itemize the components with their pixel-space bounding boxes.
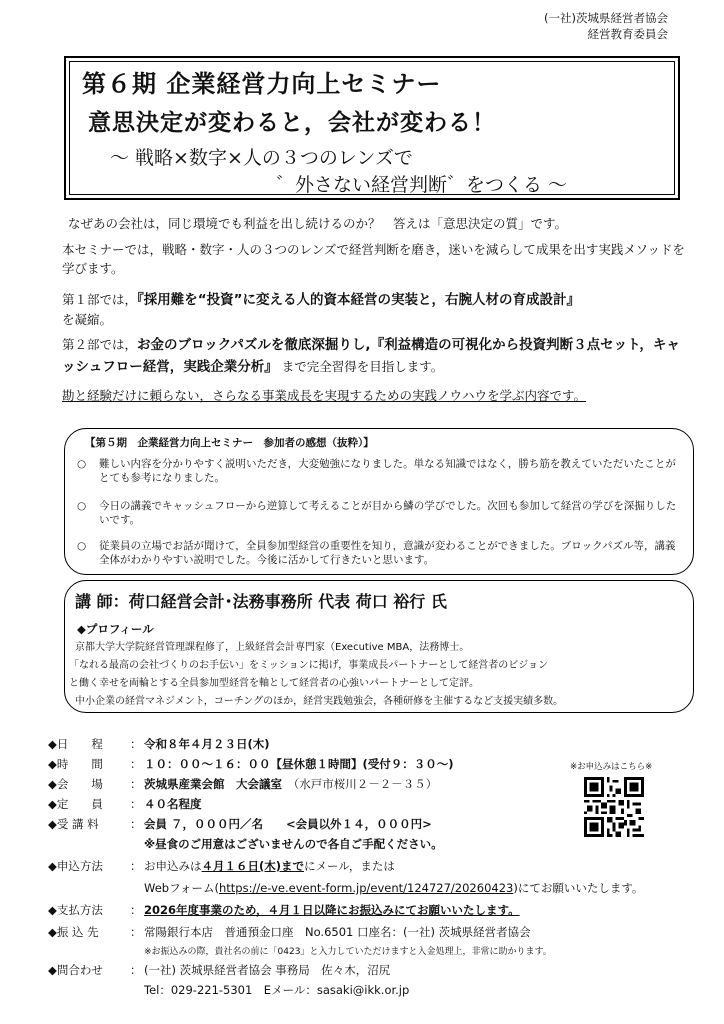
lecturer-box xyxy=(64,580,694,713)
voice-item: ○ 従業員の立場でお話が聞けて，全員参加型経営の重要性を知り，意識が変わることができました。ブロックパズル等，講義全体がわかりやすい説明でした。今後に活かして行きたいと思います。 xyxy=(77,540,676,566)
apply-url-link[interactable]: https://e-ve.event-form.jp/event/124727/20260423 xyxy=(218,881,514,895)
title-box xyxy=(64,56,680,200)
intro-part2: 第２部では，お金のブロックパズルを徹底深掘りし,『利益構造の可視化から投資判断３点セット，キャッシュフロー経営，実践企業分析』 まで完全習得を目指します。 xyxy=(62,337,680,375)
seminar-title: 第６期 企業経営力向上セミナー xyxy=(82,70,442,98)
organizer-name: (一社)茨城県経営者協会 xyxy=(544,11,668,25)
seminar-headline: 意思決定が変わると，会社が変わる！ xyxy=(88,110,496,136)
intro-summary: 勘と経験だけに頼らない，さらなる事業成長を実現するための実践ノウハウを学ぶ内容です。 xyxy=(62,388,587,403)
detail-bank: ◆振 込 先 ： 常陽銀行本店 普通預金口座 No.6501 口座名：(一社) 茨城県経営者協会 xyxy=(48,925,531,939)
bank-note: ※お振込みの際，貴社名の前に「0423」と入力していただけますと入金処理上，非常に助かります。 xyxy=(144,947,552,957)
seminar-subtitle-2: ゛外さない経営判断゛をつくる ～ xyxy=(276,174,568,196)
profile-line: と働く幸せを両輪とする全員参加型経営を軸として経営者の心強いパートナーとして定評。 xyxy=(69,678,479,689)
contact-tel-email: Tel：029-221-5301 Eメール：sasaki@ikk.or.jp xyxy=(144,983,410,997)
detail-time: ◆時 間 ： １０：００～１６：００【昼休憩１時間】(受付９：３０～) xyxy=(48,757,454,771)
detail-payment: ◆支払方法 ： 2026年度事業のため，４月１日以降にお振込みにてお願いいたします。 xyxy=(48,903,520,917)
voice-item: ○ 難しい内容を分かりやすく説明いただき，大変勉強になりました。単なる知識ではなく，勝ち筋を教えていただいたことがとても参考になりました。 xyxy=(77,458,676,484)
detail-date: ◆日 程 ： 令和８年４月２３日(木) xyxy=(48,737,270,751)
lecturer-name: 講 師：荷口経営会計･法務事務所 代表 荷口 裕行 氏 xyxy=(75,592,447,611)
seminar-subtitle-1: ～ 戦略×数字×人の３つのレンズで xyxy=(110,147,413,169)
voices-heading: 【第５期 企業経営力向上セミナー 参加者の感想（抜粋）】 xyxy=(85,437,374,449)
detail-fee: ◆受 講 料 ： 会員 ７，０００円／名 <会員以外１４，０００円> xyxy=(48,817,432,831)
detail-capacity: ◆定 員 ： ４０名程度 xyxy=(48,797,202,811)
organizer xyxy=(544,10,668,42)
apply-web: Webフォーム(https://e-ve.event-form.jp/event/124727/20260423)にてお願いいたします。 xyxy=(144,881,644,895)
fee-note: ※昼食のご用意はございませんので各自ご手配ください。 xyxy=(144,837,443,851)
intro-overview: 本セミナーでは，戦略・数字・人の３つのレンズで経営判断を磨き，迷いを減らして成果を出す実践メソッドを学びます。 xyxy=(62,242,685,276)
intro-part1: 第１部では，『採用難を“投資”に変える人的資本経営の実装と，右腕人材の育成設計』 を凝縮。 xyxy=(62,292,581,327)
qr-code-icon[interactable] xyxy=(584,777,644,837)
intro-question: なぜあの会社は，同じ環境でも利益を出し続けるのか？ 答えは「意思決定の質」です。 xyxy=(68,216,568,231)
profile-heading: ◆プロフィール xyxy=(77,622,154,636)
voice-item: ○ 今日の講義でキャッシュフローから逆算して考えることが目から鱗の学びでした。次回も参加して経営の学びを深掘りしたいです。 xyxy=(77,500,677,526)
profile-line: 中小企業の経営マネジメント，コーチングのほか，経営実践勉強会，各種研修を主催するなど支援実績多数。 xyxy=(75,696,564,707)
profile-line: 「なれる最高の会社づくりのお手伝い」をミッションに掲げ，事業成長パートナーとして経営者のビジョン xyxy=(69,660,548,671)
participant-voices xyxy=(64,428,694,575)
detail-venue: ◆会 場 ： 茨城県産業会館 大会議室 （水戸市桜川２－２－３５） xyxy=(48,777,438,791)
detail-contact: ◆問合わせ ： (一社) 茨城県経営者協会 事務局 佐々木，沼尻 xyxy=(48,963,391,977)
organizer-committee: 経営教育委員会 xyxy=(587,27,668,41)
detail-apply: ◆申込方法 ： お申込みは４月１６日(木)までにメール，または xyxy=(48,859,395,873)
qr-label: ※お申込みはこちら※ xyxy=(570,762,653,772)
profile-line: 京都大学大学院経営管理課程修了，上級経営会計専門家（Executive MBA，法務博士。 xyxy=(75,642,470,653)
